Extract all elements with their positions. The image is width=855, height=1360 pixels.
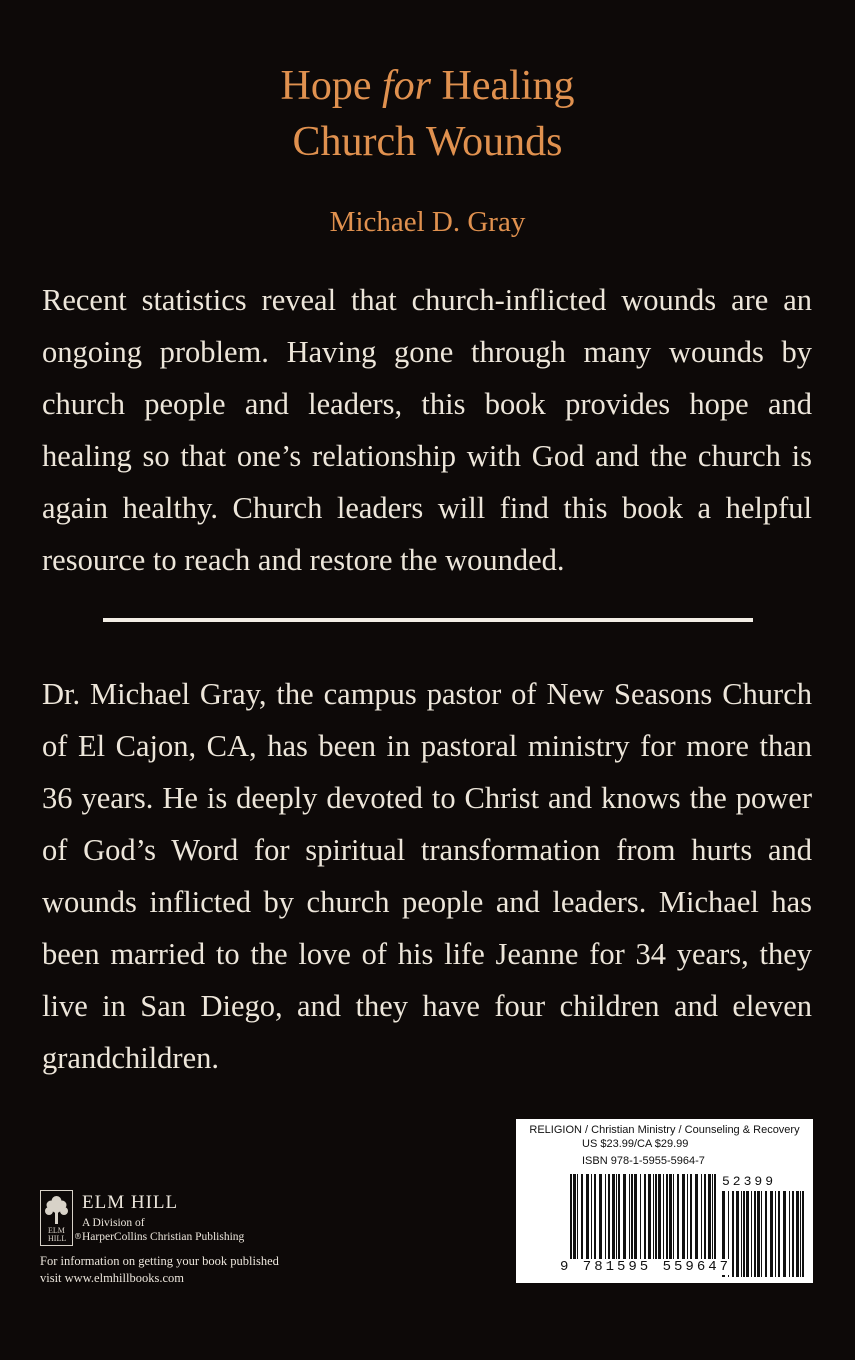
barcode-bar: [608, 1174, 610, 1259]
barcode-bar: [708, 1174, 711, 1259]
barcode-bar: [591, 1174, 592, 1259]
barcode-bar: [599, 1174, 602, 1259]
barcode-bar: [640, 1174, 641, 1259]
barcode-bar: [757, 1191, 760, 1277]
barcode-bar: [765, 1191, 767, 1277]
barcode-bar: [792, 1191, 794, 1277]
barcode-panel: [516, 1119, 813, 1283]
publisher-name: ELM HILL: [82, 1192, 179, 1213]
publisher-division: A Division of: [82, 1217, 145, 1229]
barcode-bar: [673, 1174, 674, 1259]
title-word-healing: Healing: [441, 63, 575, 109]
barcode-bar: [581, 1174, 583, 1259]
barcode-bar: [594, 1174, 596, 1259]
barcode-bar: [648, 1174, 651, 1259]
logo-mark-text: ELM HILL: [48, 1226, 67, 1243]
barcode-bar: [586, 1174, 589, 1259]
title-word-for: for: [382, 63, 432, 109]
barcode-bar: [802, 1191, 804, 1277]
publishing-info-line-1: For information on getting your book published: [40, 1254, 279, 1268]
barcode-bar: [770, 1191, 773, 1277]
barcode-bar: [800, 1191, 801, 1277]
tree-logo-icon: [40, 1190, 73, 1246]
divider-line: [103, 618, 753, 622]
barcode-bar: [616, 1174, 617, 1259]
barcode-bar: [669, 1174, 672, 1259]
publisher-parent: HarperCollins Christian Publishing: [82, 1231, 245, 1243]
bisac-category: RELIGION / Christian Ministry / Counseling & Recovery: [529, 1124, 800, 1136]
barcode-bar: [712, 1174, 713, 1269]
author-name: Michael D. Gray: [329, 206, 526, 238]
publisher-logo: [40, 1190, 300, 1252]
barcode-bar: [663, 1174, 664, 1259]
barcode-bar: [612, 1174, 615, 1259]
barcode-bar: [775, 1191, 776, 1277]
barcode-bar: [677, 1174, 679, 1259]
barcode-bar: [629, 1174, 630, 1259]
title-line-1: [0, 58, 855, 114]
barcode-bar: [573, 1174, 576, 1269]
barcode-bar: [746, 1191, 749, 1277]
barcode-bar: [701, 1174, 702, 1259]
barcode-bar: [577, 1174, 578, 1259]
barcode-bar: [732, 1191, 734, 1277]
barcode-bar: [666, 1174, 668, 1259]
barcode-bar: [655, 1174, 657, 1259]
registered-mark: ®: [74, 1232, 82, 1241]
barcode-bar: [570, 1174, 572, 1269]
title-line-2: Church Wounds: [292, 119, 563, 165]
barcode-addon-number: 52399: [722, 1174, 777, 1189]
barcode-bar: [743, 1191, 745, 1277]
barcode-bar: [736, 1191, 739, 1277]
barcode-bar: [631, 1174, 633, 1259]
barcode-bar: [690, 1174, 692, 1259]
barcode-bar: [783, 1191, 786, 1277]
barcode-bar: [761, 1191, 762, 1277]
barcode-bar: [778, 1191, 780, 1277]
barcode-bar: [754, 1191, 756, 1277]
isbn-label: ISBN 978-1-5955-5964-7: [582, 1155, 705, 1167]
publishing-info-line-2: visit www.elmhillbooks.com: [40, 1271, 184, 1285]
barcode-bar: [695, 1174, 698, 1259]
barcode-bar: [653, 1174, 654, 1259]
author-bio: Dr. Michael Gray, the campus pastor of New Seasons Church of El Cajon, CA, has been in pastoral ministry for more than 36 years. He is deeply devoted to Christ and knows the power of God’s Word for spiritual transformation from hurts and wounds inflicted by church people and leaders. Michael has been married to the love of his life Jeanne for 34 years, they live in San Diego, and they have four children and eleven grandchildren.: [42, 677, 812, 1075]
barcode-bar: [714, 1174, 716, 1269]
barcode-ean-number: 9 781595 559647: [560, 1259, 732, 1275]
price-label: US $23.99/CA $29.99: [582, 1138, 689, 1150]
barcode-bar: [644, 1174, 646, 1269]
barcode-bar: [704, 1174, 706, 1259]
barcode-bar: [741, 1191, 742, 1277]
barcode-bar: [634, 1174, 637, 1259]
barcode-bar: [751, 1191, 752, 1277]
barcode-bar: [789, 1191, 790, 1277]
publishing-info: [40, 1253, 279, 1287]
barcode-bar: [618, 1174, 620, 1259]
book-title: [0, 58, 855, 170]
barcode-bar: [796, 1191, 799, 1277]
barcode-bar: [658, 1174, 661, 1259]
barcode-bar: [682, 1174, 685, 1259]
barcode-bar: [687, 1174, 688, 1259]
barcode-bar: [623, 1174, 626, 1259]
barcode-bar: [605, 1174, 606, 1259]
book-description: Recent statistics reveal that church-inflicted wounds are an ongoing problem. Having gone through many wounds by church people and leaders, this book provides hope and healing so that one’s relationship with God and the church is again healthy. Church leaders will find this book a helpful resource to reach and restore the wounded.: [42, 283, 812, 577]
title-word-hope: Hope: [280, 63, 372, 109]
